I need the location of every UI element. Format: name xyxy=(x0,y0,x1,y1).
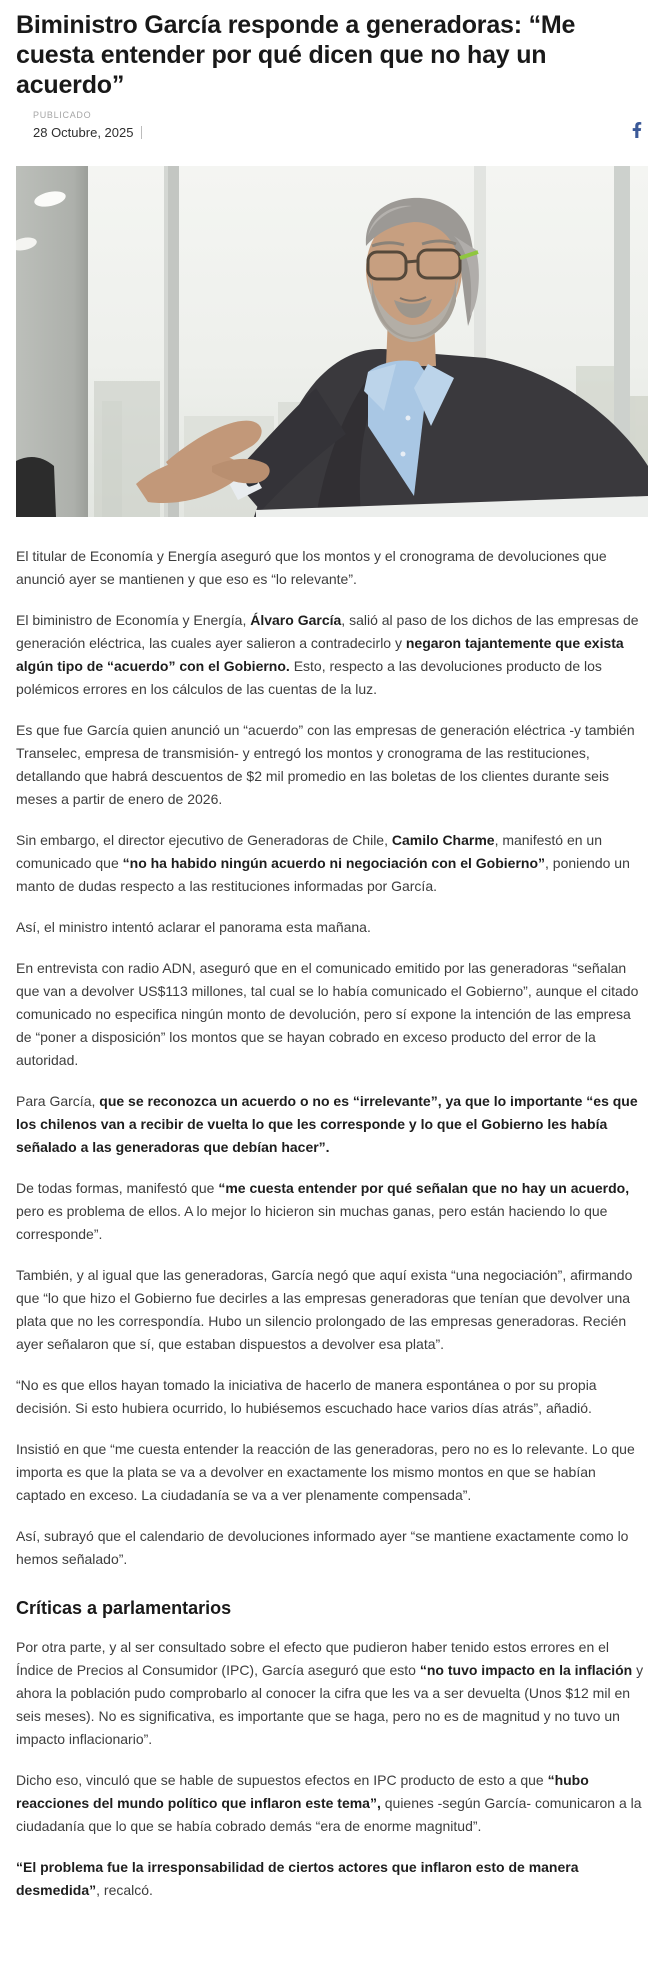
article-paragraph: “No es que ellos hayan tomado la iniciativa de hacerlo de manera espontánea o por su propia decisión. Si esto hubiera ocurrido, lo hubiésemos escuchado hace varios días atrás”, añadió. xyxy=(16,1377,597,1416)
published-label: PUBLICADO xyxy=(33,110,92,120)
publish-info xyxy=(33,110,142,140)
article-paragraph: Así, el ministro intentó aclarar el panorama esta mañana. xyxy=(16,919,371,935)
article-paragraph: Para García, que se reconozca un acuerdo o no es “irrelevante”, ya que lo importante “es que los chilenos van a recibir de vuelta lo que les corresponde y lo que el Gobierno les había señalado a las generadoras que debían hacer”. xyxy=(16,1093,638,1155)
article-paragraph: También, y al igual que las generadoras, García negó que aquí exista “una negociación”, afirmando que “lo que hizo el Gobierno fue decirles a las empresas generadoras que tenían que devolver una plata que no les correspondía. Hubo un silencio prolongado de las empresas generadoras. Recién ayer señalaron que sí, que estaban dispuestos a devolver esa plata”. xyxy=(16,1267,633,1352)
article-photo xyxy=(16,166,648,517)
article-title: Biministro García responde a generadoras: “Me cuesta entender por qué dicen que no hay un acuerdo” xyxy=(16,11,576,99)
article-meta xyxy=(16,110,648,140)
publish-date: 28 Octubre, 2025 xyxy=(33,125,134,140)
article-paragraph: Insistió en que “me cuesta entender la reacción de las generadoras, pero no es lo relevante. Lo que importa es que la plata se va a devolver en exactamente los mismo montos en que se habían captado en exceso. La ciudadanía se va a ver plenamente compensada”. xyxy=(16,1441,635,1503)
section-heading: Críticas a parlamentarios xyxy=(16,1598,232,1618)
article-paragraph: Es que fue García quien anunció un “acuerdo” con las empresas de generación eléctrica -y también Transelec, empresa de transmisión- y entregó los montos y cronograma de las restituciones, detallando que habrá descuentos de $2 mil promedio en las boletas de los clientes durante seis meses a partir de enero de 2026. xyxy=(16,722,635,807)
facebook-share-button[interactable] xyxy=(626,120,648,140)
article-paragraph: De todas formas, manifestó que “me cuesta entender por qué señalan que no hay un acuerdo, pero es problema de ellos. A lo mejor lo hicieron sin muchas ganas, pero están haciendo lo que corresponde”. xyxy=(16,1180,630,1242)
article-paragraph: El biministro de Economía y Energía, Álvaro García, salió al paso de los dichos de las empresas de generación eléctrica, las cuales ayer salieron a contradecirlo y negaron tajantemente que exista algún tipo de “acuerdo” con el Gobierno. Esto, respecto a las devoluciones producto de los polémicos errores en los cálculos de las cuentas de la luz. xyxy=(16,612,639,697)
article-paragraph: Así, subrayó que el calendario de devoluciones informado ayer “se mantiene exactamente como lo hemos señalado”. xyxy=(16,1528,629,1567)
article-paragraph: Por otra parte, y al ser consultado sobre el efecto que pudieron haber tenido estos errores en el Índice de Precios al Consumidor (IPC), García aseguró que esto “no tuvo impacto en la inflación y ahora la población pudo comprobarlo al conocer la cifra que les va a ser devuelta (Unos $12 mil en seis meses). No es significativa, es importante que se haga, pero no es de magnitud y no tuvo un impacto inflacionario”. xyxy=(16,1638,644,1747)
article-paragraph: En entrevista con radio ADN, aseguró que en el comunicado emitido por las generadoras “señalan que van a devolver US$113 millones, tal cual se lo había comunicado el Gobierno”, aunque el citado comunicado no especifica ningún monto de devolución, pero sí expone la intención de las empresa de “poner a disposición” los montos que se hayan cobrado en exceso producto del error de la autoridad. xyxy=(16,960,639,1068)
article-paragraph: Sin embargo, el director ejecutivo de Generadoras de Chile, Camilo Charme, manifestó en un comunicado que “no ha habido ningún acuerdo ni negociación con el Gobierno”, poniendo un manto de dudas respecto a las restituciones informadas por García. xyxy=(16,832,630,894)
article-paragraph: El titular de Economía y Energía aseguró que los montos y el cronograma de devoluciones que anunció ayer se mantienen y que eso es “lo relevante”. xyxy=(16,548,607,587)
article-body xyxy=(16,545,648,1902)
article-paragraph: “El problema fue la irresponsabilidad de ciertos actores que inflaron esto de manera desmedida”, recalcó. xyxy=(16,1858,579,1898)
date-separator xyxy=(141,126,142,139)
article-paragraph: Dicho eso, vinculó que se hable de supuestos efectos en IPC producto de esto a que “hubo reacciones del mundo político que inflaron este tema”, quienes -según García- comunicaron a la ciudadanía que lo que se había cobrado demás “era de enorme magnitud”. xyxy=(16,1771,642,1834)
facebook-icon xyxy=(632,122,642,138)
